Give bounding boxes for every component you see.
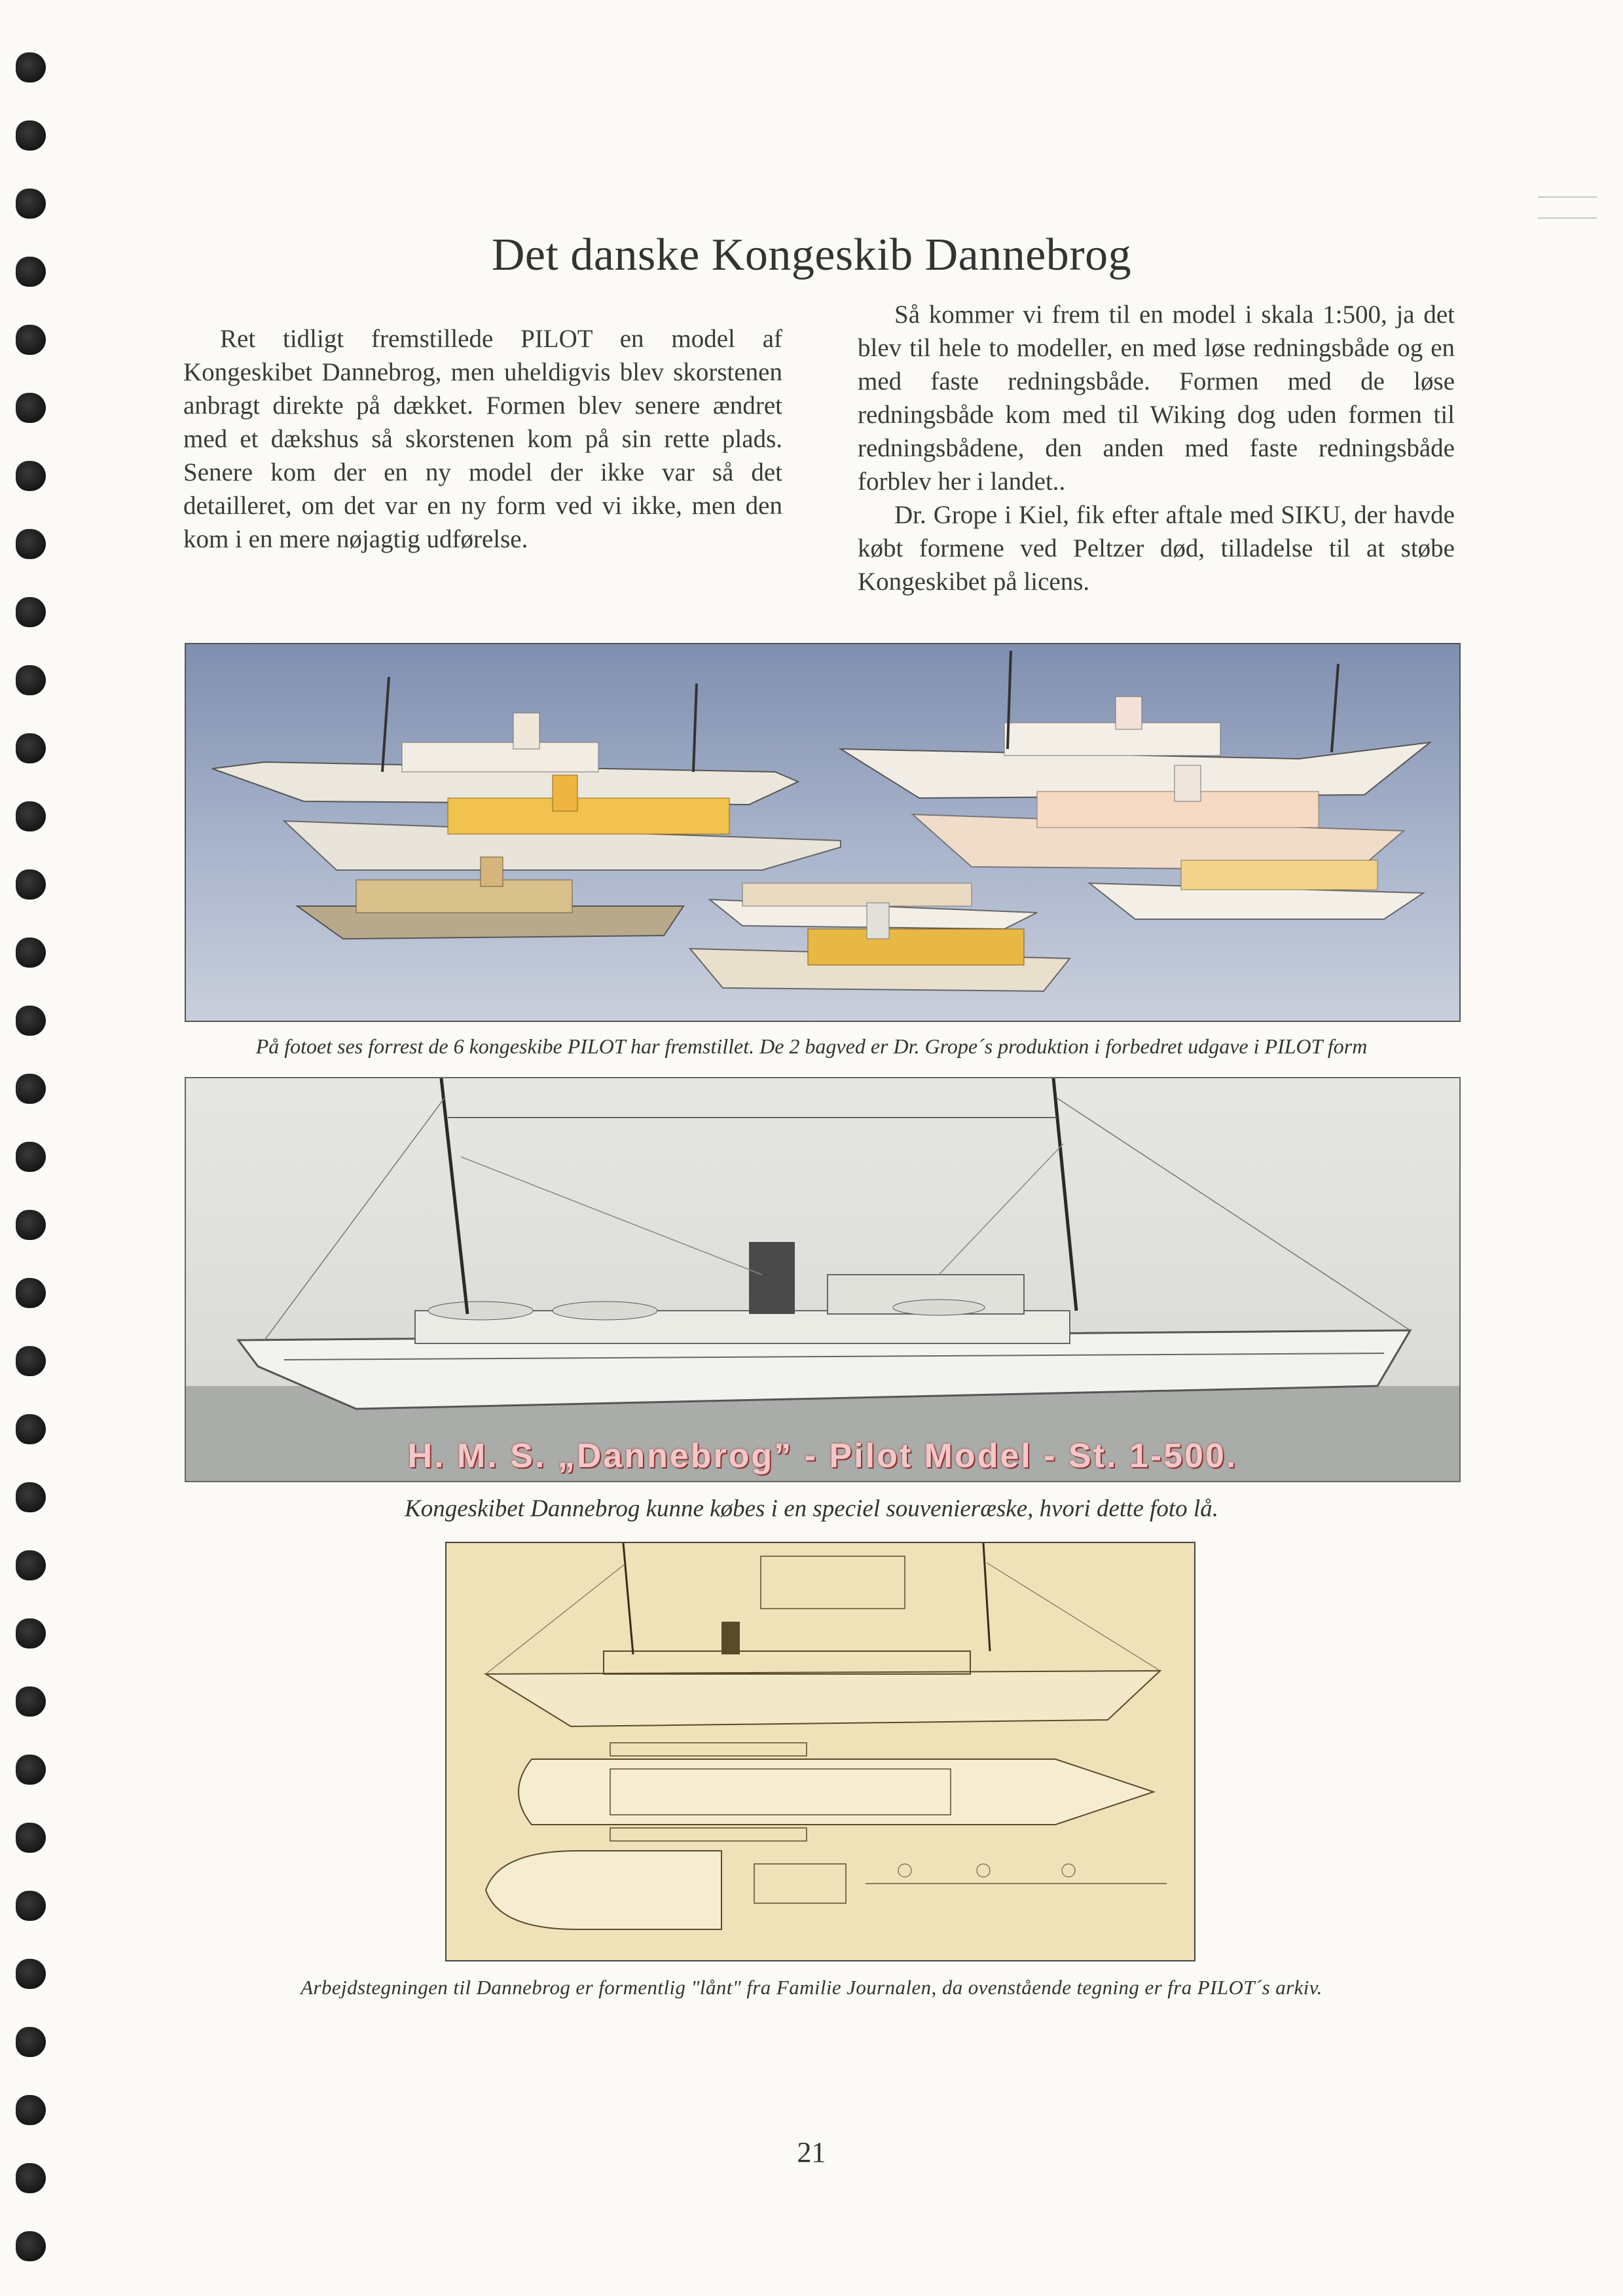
page-number: 21 xyxy=(797,2136,826,2168)
right-paragraph-2: Dr. Grope i Kiel, fik efter aftale med SIKU, der havde købt formene ved Peltzer død, tilladelse til at støbe Kongeskibet på licens. xyxy=(858,501,1455,596)
souvenir-ship-photo xyxy=(185,1077,1461,1482)
binding-hole xyxy=(16,801,46,831)
binding-hole xyxy=(16,2027,46,2057)
binding-hole xyxy=(16,733,46,763)
left-paragraph-1: Ret tidligt fremstillede PILOT en model af Kongeskibet Dannebrog, men uheldigvis blev skorstenen anbragt direkte på dækket. Formen blev senere ændret med et dækshus så skorstenen kom på sin rette plads. Senere kom der en ny model der ikke var så det detailleret, om det var en ny form ved vi ikke, men den kom i en mere nøjagtig udførelse. xyxy=(183,325,782,553)
binding-hole xyxy=(16,1891,46,1921)
binding-hole xyxy=(16,2095,46,2125)
figure-2-caption: Kongeskibet Dannebrog kunne købes i en speciel souvenieræske, hvori dette foto lå. xyxy=(405,1495,1218,1522)
spiral-binding xyxy=(0,0,72,2296)
binding-hole xyxy=(16,938,46,968)
binding-hole xyxy=(16,393,46,423)
binding-hole xyxy=(16,869,46,900)
binding-hole xyxy=(16,1618,46,1649)
figure-1-caption: På fotoet ses forrest de 6 kongeskibe PILOT har fremstillet. De 2 bagved er Dr. Grope´s produktion i forbedret udgave i PILOT form xyxy=(255,1034,1368,1058)
souvenir-banner-text: H. M. S. „Dannebrog” - Pilot Model - St. 1-500. xyxy=(407,1437,1238,1475)
binding-hole xyxy=(16,1142,46,1172)
binding-hole xyxy=(16,52,46,82)
binding-hole xyxy=(16,325,46,355)
binding-hole xyxy=(16,597,46,627)
page-title: Det danske Kongeskib Dannebrog xyxy=(491,230,1132,280)
binding-hole xyxy=(16,1074,46,1104)
binding-hole xyxy=(16,1006,46,1036)
binding-hole xyxy=(16,1278,46,1308)
binding-hole xyxy=(16,1550,46,1580)
technical-drawing xyxy=(445,1542,1195,1961)
binding-hole xyxy=(16,1755,46,1785)
royal-yacht-illustration xyxy=(186,1078,1459,1481)
binding-hole xyxy=(16,1414,46,1444)
binding-hole xyxy=(16,1210,46,1240)
right-paragraph-1: Så kommer vi frem til en model i skala 1:500, ja det blev til hele to modeller, en med løse redningsbåde og en med faste redningsbåde. Formen med de løse redningsbåde kom med til Wiking dog uden formen til redningsbådene, den anden med faste redningsbåde forblev her i landet.. xyxy=(858,301,1455,496)
binding-hole xyxy=(16,461,46,491)
left-text-column xyxy=(183,322,782,556)
binding-hole xyxy=(16,2231,46,2261)
binding-hole xyxy=(16,1686,46,1717)
ship-plan-illustration xyxy=(447,1543,1194,1960)
binding-hole xyxy=(16,1346,46,1376)
binding-hole xyxy=(16,189,46,219)
binding-hole xyxy=(16,529,46,559)
right-text-column xyxy=(858,298,1455,598)
figure-3-caption: Arbejdstegningen til Dannebrog er formentlig "lånt" fra Familie Journalen, da ovenstående tegning er fra PILOT´s arkiv. xyxy=(301,1976,1322,1999)
binding-hole xyxy=(16,1823,46,1853)
model-ships-photo xyxy=(185,643,1461,1022)
model-ships-illustration xyxy=(186,644,1459,1021)
binding-hole xyxy=(16,120,46,151)
binding-hole xyxy=(16,665,46,695)
